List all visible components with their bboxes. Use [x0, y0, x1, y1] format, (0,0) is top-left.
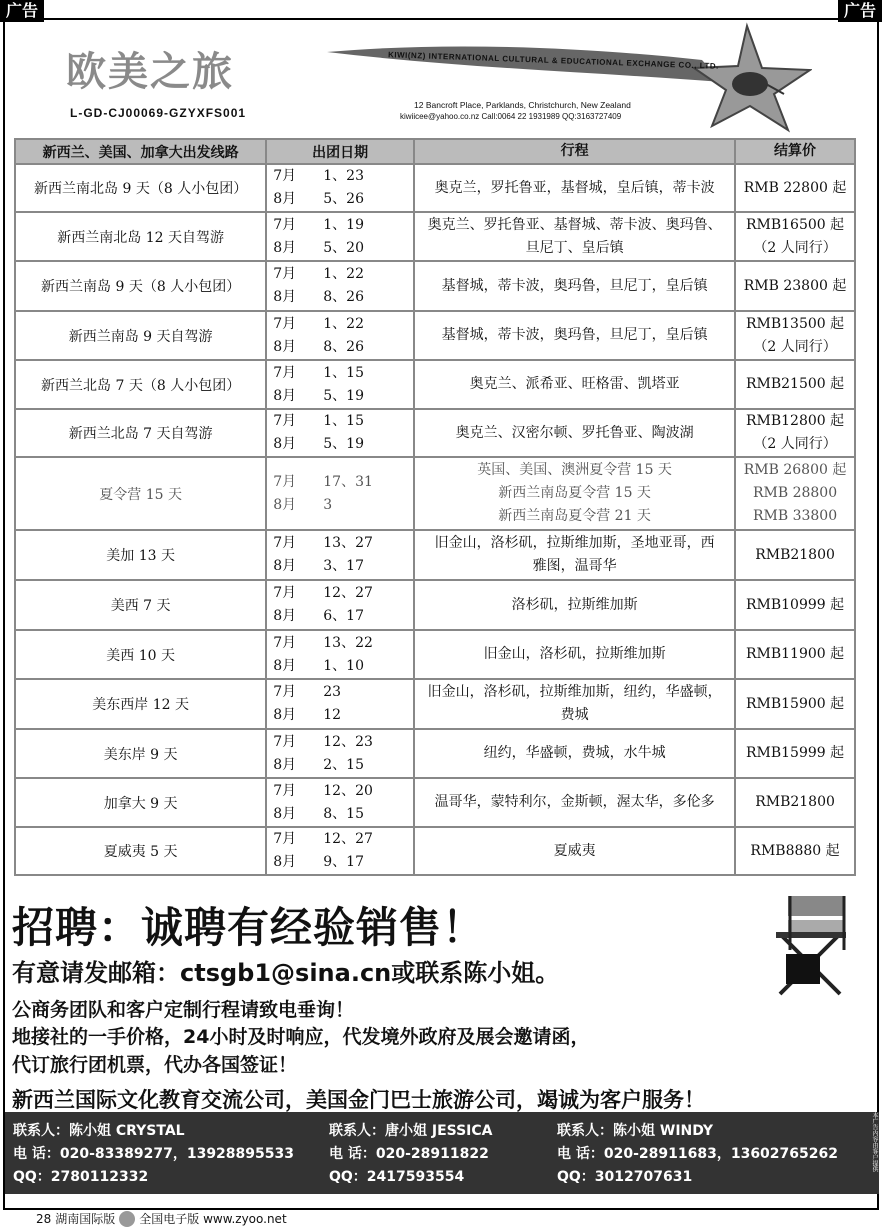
month-label: 8月 — [273, 387, 297, 404]
price — [735, 409, 855, 457]
contact-card-jessica — [329, 1120, 493, 1189]
header-dates: 出团日期 — [266, 139, 414, 164]
header-itinerary: 行程 — [414, 139, 735, 164]
itinerary — [414, 630, 735, 679]
day-values: 3 — [323, 496, 333, 513]
month-label: 7月 — [273, 473, 297, 490]
day-values: 1、15 — [323, 364, 364, 381]
route-price-table — [14, 138, 856, 876]
price-line: （2 人同行） — [753, 436, 837, 452]
itinerary — [414, 164, 735, 212]
departure-dates — [266, 827, 414, 875]
route-row — [15, 580, 855, 630]
recruit-email-line: 有意请发邮箱：ctsgb1@sina.cn或联系陈小姐。 — [12, 959, 560, 987]
itinerary-line: 雅图，温哥华 — [532, 558, 617, 574]
price-line: RMB15999 起 — [745, 745, 845, 761]
day-values: 5、19 — [323, 387, 364, 404]
day-values: 5、26 — [323, 191, 364, 207]
departure-dates — [266, 457, 414, 530]
page-footer — [36, 1210, 287, 1227]
kiwi-bird-icon — [732, 72, 768, 96]
month-label: 7月 — [273, 634, 297, 651]
itinerary-line: 新西兰南岛夏令营 15 天 — [498, 485, 651, 501]
day-values: 12、27 — [323, 831, 373, 847]
route-name: 美加 13 天 — [15, 530, 266, 580]
day-values: 13、27 — [323, 535, 373, 551]
departure-dates — [266, 360, 414, 409]
price-line: RMB 22800 起 — [743, 179, 847, 196]
departure-dates — [266, 580, 414, 630]
month-label: 8月 — [273, 436, 297, 452]
day-values: 6、17 — [323, 608, 364, 624]
contact-card-crystal — [13, 1120, 294, 1189]
month-label: 7月 — [273, 364, 297, 381]
departure-dates — [266, 311, 414, 360]
route-row — [15, 827, 855, 875]
price-line: RMB11900 起 — [745, 646, 845, 662]
site-link[interactable]: 全国电子版 www.zyoo.net — [139, 1212, 287, 1226]
route-row — [15, 530, 855, 580]
route-row — [15, 778, 855, 827]
itinerary — [414, 409, 735, 457]
itinerary — [414, 311, 735, 360]
itinerary — [414, 580, 735, 630]
month-label: 8月 — [273, 558, 297, 574]
day-values: 1、15 — [323, 413, 364, 429]
price-line: RMB21500 起 — [745, 376, 845, 392]
price — [735, 457, 855, 530]
price — [735, 360, 855, 409]
price-line: RMB 23800 起 — [743, 277, 847, 294]
departure-dates — [266, 530, 414, 580]
recruit-title: 招聘：诚聘有经验销售！ — [12, 903, 486, 952]
departure-dates — [266, 630, 414, 679]
price — [735, 729, 855, 778]
price-line: RMB21800 — [755, 546, 835, 563]
price-line: RMB15900 起 — [745, 695, 845, 712]
month-label: 8月 — [273, 854, 297, 870]
page-number: 28 — [36, 1211, 52, 1226]
route-row — [15, 164, 855, 212]
month-label: 7月 — [273, 535, 297, 551]
side-disclaimer: 本广告内容由客户提供 — [869, 1112, 879, 1194]
route-name: 加拿大 9 天 — [15, 778, 266, 827]
month-label: 8月 — [273, 805, 297, 822]
price-line: RMB 26800 起 — [743, 462, 847, 478]
price — [735, 164, 855, 212]
contact-qq: QQ：3012707631 — [557, 1169, 693, 1185]
day-values: 8、26 — [323, 289, 364, 305]
day-values: 5、19 — [323, 436, 364, 452]
contact-person: 联系人：陈小姐 CRYSTAL — [13, 1123, 185, 1139]
brand-logo: 欧美之旅 — [66, 49, 234, 95]
day-values: 1、22 — [323, 266, 364, 282]
info-line-3: 代订旅行团机票，代办各国签证！ — [12, 1054, 298, 1076]
itinerary-line: 纽约，华盛顿，费城，水牛城 — [483, 745, 666, 761]
itinerary-line: 旧金山，洛杉矶，拉斯维加斯，圣地亚哥，西 — [434, 535, 715, 551]
contact-qq: QQ：2417593554 — [329, 1169, 465, 1185]
price-line: RMB16500 起 — [745, 216, 845, 233]
day-values: 3、17 — [323, 558, 364, 574]
itinerary-line: 旧金山，洛杉矶，拉斯维加斯 — [483, 646, 666, 662]
itinerary — [414, 212, 735, 261]
ad-label-left: 广告 — [0, 0, 44, 22]
itinerary-line: 奥克兰、汉密尔顿、罗托鲁亚、陶波湖 — [455, 424, 694, 441]
route-row — [15, 729, 855, 778]
itinerary — [414, 679, 735, 729]
day-values: 12、23 — [323, 733, 373, 750]
info-line-1: 公商务团队和客户定制行程请致电垂询！ — [12, 999, 355, 1021]
day-values: 1、22 — [323, 315, 364, 332]
itinerary-line: 新西兰南岛夏令营 21 天 — [498, 508, 651, 524]
month-label: 8月 — [273, 239, 297, 256]
price-line: RMB 33800 — [752, 508, 838, 524]
contact-phone: 电 话：020-28911683，13602765262 — [557, 1146, 838, 1162]
header-price: 结算价 — [735, 139, 855, 164]
month-label: 8月 — [273, 289, 297, 305]
month-label: 7月 — [273, 684, 297, 700]
zyoo-logo-icon — [119, 1211, 135, 1227]
clapperboard-icon — [786, 954, 820, 984]
license-number: L-GD-CJ00069-GZYXFS001 — [70, 106, 247, 120]
itinerary-line: 旦尼丁、皇后镇 — [525, 239, 624, 256]
route-name: 新西兰北岛 7 天自驾游 — [15, 409, 266, 457]
contact-card-windy — [557, 1120, 838, 1189]
route-name: 夏令营 15 天 — [15, 457, 266, 530]
day-values: 2、15 — [323, 756, 364, 773]
departure-dates — [266, 729, 414, 778]
route-row — [15, 311, 855, 360]
price — [735, 827, 855, 875]
route-row — [15, 212, 855, 261]
month-label: 8月 — [273, 756, 297, 773]
director-chair-icon — [760, 890, 860, 1000]
day-values: 12、27 — [323, 585, 373, 601]
itinerary-line: 奥克兰，罗托鲁亚，基督城，皇后镇，蒂卡波 — [434, 179, 715, 196]
company-name: KIWI(NZ) INTERNATIONAL CULTURAL & EDUCATIONAL EXCHANGE CO., LTD. — [387, 50, 720, 71]
itinerary-line: 夏威夷 — [553, 842, 596, 859]
departure-dates — [266, 261, 414, 311]
itinerary-line: 英国、美国、澳洲夏令营 15 天 — [477, 462, 672, 478]
itinerary — [414, 827, 735, 875]
itinerary — [414, 457, 735, 530]
itinerary-line: 费城 — [560, 707, 589, 723]
route-name: 美西 7 天 — [15, 580, 266, 630]
header-route: 新西兰、美国、加拿大出发线路 — [15, 139, 266, 164]
route-name: 美东岸 9 天 — [15, 729, 266, 778]
contact-qq: QQ：2780112332 — [13, 1169, 149, 1185]
route-name: 新西兰南北岛 9 天（8 人小包团） — [15, 164, 266, 212]
price-line: RMB8880 起 — [750, 842, 840, 859]
month-label: 8月 — [273, 608, 297, 624]
itinerary — [414, 778, 735, 827]
price-line: RMB 28800 — [752, 485, 838, 501]
itinerary-line: 温哥华，蒙特利尔，金斯顿，渥太华，多伦多 — [434, 794, 715, 810]
price-line: （2 人同行） — [753, 239, 837, 256]
contact-phone: 电 话：020-28911822 — [329, 1146, 489, 1162]
contact-person: 联系人：唐小姐 JESSICA — [329, 1123, 493, 1139]
month-label: 7月 — [273, 831, 297, 847]
day-values: 1、10 — [323, 657, 364, 674]
route-row — [15, 261, 855, 311]
price — [735, 530, 855, 580]
price — [735, 212, 855, 261]
month-label: 7月 — [273, 216, 297, 233]
route-name: 新西兰南北岛 12 天自驾游 — [15, 212, 266, 261]
itinerary-line: 基督城，蒂卡波，奥玛鲁，旦尼丁，皇后镇 — [441, 277, 708, 294]
price — [735, 261, 855, 311]
route-name: 美东西岸 12 天 — [15, 679, 266, 729]
month-label: 8月 — [273, 338, 297, 355]
day-values: 8、26 — [323, 338, 364, 355]
departure-dates — [266, 679, 414, 729]
table-header-row — [15, 139, 855, 164]
service-line: 新西兰国际文化教育交流公司，美国金门巴士旅游公司，竭诚为客户服务！ — [12, 1088, 705, 1112]
route-row — [15, 630, 855, 679]
departure-dates — [266, 212, 414, 261]
day-values: 23 — [323, 684, 342, 700]
price — [735, 679, 855, 729]
departure-dates — [266, 164, 414, 212]
price-line: RMB13500 起 — [745, 315, 845, 332]
route-name: 新西兰北岛 7 天（8 人小包团） — [15, 360, 266, 409]
itinerary — [414, 530, 735, 580]
day-values: 12、20 — [323, 782, 373, 799]
day-values: 5、20 — [323, 239, 364, 256]
price-line: RMB12800 起 — [745, 413, 845, 429]
company-address: 12 Bancroft Place, Parklands, Christchurch, New Zealand — [414, 100, 631, 110]
company-contact: kiwiicee@yahoo.co.nz Call:0064 22 1931989 QQ:3163727409 — [400, 112, 622, 121]
itinerary-line: 基督城，蒂卡波，奥玛鲁，旦尼丁，皇后镇 — [441, 327, 708, 343]
itinerary — [414, 729, 735, 778]
itinerary-line: 奥克兰、派希亚、旺格雷、凯塔亚 — [469, 376, 680, 392]
price — [735, 778, 855, 827]
price — [735, 630, 855, 679]
itinerary-line: 旧金山，洛杉矶，拉斯维加斯，纽约，华盛顿， — [427, 684, 722, 700]
day-values: 1、23 — [323, 168, 364, 184]
month-label: 8月 — [273, 657, 297, 674]
day-values: 8、15 — [323, 805, 364, 822]
contact-person: 联系人：陈小姐 WINDY — [557, 1123, 713, 1139]
day-values: 12 — [323, 707, 342, 723]
price-line: RMB10999 起 — [745, 596, 845, 613]
day-values: 1、19 — [323, 216, 364, 233]
day-values: 9、17 — [323, 854, 364, 870]
month-label: 7月 — [273, 733, 297, 750]
month-label: 7月 — [273, 413, 297, 429]
route-row — [15, 457, 855, 530]
price — [735, 580, 855, 630]
itinerary — [414, 360, 735, 409]
day-values: 17、31 — [323, 473, 373, 490]
itinerary-line: 洛杉矶，拉斯维加斯 — [511, 596, 638, 613]
route-row — [15, 679, 855, 729]
price-line: RMB21800 — [755, 794, 835, 810]
month-label: 8月 — [273, 496, 297, 513]
month-label: 7月 — [273, 315, 297, 332]
month-label: 8月 — [273, 191, 297, 207]
price — [735, 311, 855, 360]
route-name: 美西 10 天 — [15, 630, 266, 679]
departure-dates — [266, 409, 414, 457]
route-name: 新西兰南岛 9 天自驾游 — [15, 311, 266, 360]
month-label: 7月 — [273, 168, 297, 184]
route-row — [15, 360, 855, 409]
departure-dates — [266, 778, 414, 827]
contact-bar — [5, 1112, 869, 1194]
price-line: （2 人同行） — [753, 338, 837, 355]
route-row — [15, 409, 855, 457]
month-label: 7月 — [273, 266, 297, 282]
ad-label-right: 广告 — [838, 0, 882, 22]
route-name: 新西兰南岛 9 天（8 人小包团） — [15, 261, 266, 311]
info-line-2: 地接社的一手价格，24小时及时响应，代发境外政府及展会邀请函， — [12, 1026, 590, 1048]
route-name: 夏威夷 5 天 — [15, 827, 266, 875]
contact-phone: 电 话：020-83389277，13928895533 — [13, 1146, 294, 1162]
edition-label: 湖南国际版 — [55, 1212, 116, 1226]
month-label: 7月 — [273, 585, 297, 601]
itinerary-line: 奥克兰、罗托鲁亚、基督城、蒂卡波、奥玛鲁、 — [427, 216, 722, 233]
day-values: 13、22 — [323, 634, 373, 651]
itinerary — [414, 261, 735, 311]
month-label: 7月 — [273, 782, 297, 799]
month-label: 8月 — [273, 707, 297, 723]
